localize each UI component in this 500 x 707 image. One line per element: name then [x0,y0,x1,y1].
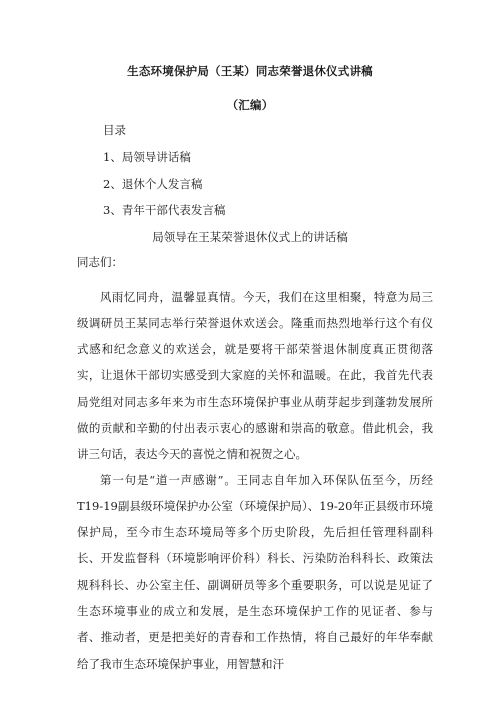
document-title: 生态环境保护局（王某）同志荣誉退休仪式讲稿 [127,64,373,78]
toc-heading: 目录 [103,123,126,137]
toc-item: 3、青年干部代表发言稿 [103,203,226,217]
body-paragraph: 风雨忆同舟，温馨显真情。今天，我们在这里相聚，特意为局三级调研员王某同志举行荣誉退休欢送会。隆重而热烈地举行这个有仪式感和纪念意义的欢送会，就是要将干部荣誉退休制度真正贯彻落实，让退休干部切实感受到大家庭的关怀和温暖。在此，我首先代表局党组对同志多年来为市生态环境保护事业从萌芽起步到蓬勃发展所做的贡献和辛勤的付出表示衷心的感谢和崇高的敬意。借此机会，我讲三句话，表达今天的喜悦之情和祝贺之心。 [77,289,433,462]
document-subtitle: （汇编） [226,98,274,112]
salutation: 同志们： [77,255,123,269]
body-paragraph: 第一句是“道一声感谢”。王同志自年加入环保队伍至今，历经T19-19副县级环境保护办公室（环境保护局）、19-20年正县级市环境保护局，至今市生态环境局等多个历史阶段，先后担任管理科副科长、开发监督科（环境影响评价科）科长、污染防治科科长、政策法规科科长、办公室主任、副调研员等多个重要职务，可以说是见证了生态环境事业的成立和发展，是生态环境保护工作的见证者、参与者、推动者，更是把美好的青春和工作热情，将自己最好的年华奉献给了我市生态环境保护事业，用智慧和汗 [77,472,433,671]
toc-item: 1、局领导讲话稿 [103,150,191,164]
toc-item: 2、退休个人发言稿 [103,177,203,191]
section-title: 局领导在王某荣誉退休仪式上的讲话稿 [152,230,348,244]
